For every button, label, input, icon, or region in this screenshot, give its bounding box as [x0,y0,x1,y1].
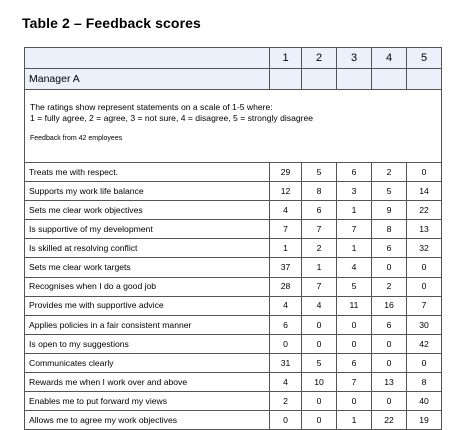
column-header: 1 [270,48,302,69]
score-cell: 9 [372,201,407,220]
scale-description [30,102,436,123]
score-cell: 0 [270,334,302,353]
score-cell: 6 [372,239,407,258]
score-cell: 1 [337,201,372,220]
column-header: 3 [337,48,372,69]
score-cell: 10 [302,373,337,392]
table-row [25,334,442,353]
scale-line-2: 1 = fully agree, 2 = agree, 3 = not sure, 4 = disagree, 5 = strongly disagree [30,112,314,123]
score-cell: 2 [372,163,407,182]
respondent-note: Feedback from 42 employees [30,135,123,142]
score-cell: 14 [407,182,442,201]
score-cell: 6 [270,315,302,334]
score-cell: 7 [337,373,372,392]
statement-label: Is skilled at resolving conflict [25,239,270,258]
statement-label: Rewards me when I work over and above [25,373,270,392]
score-cell: 16 [372,296,407,315]
score-cell: 0 [302,411,337,430]
score-cell: 4 [270,373,302,392]
score-cell: 0 [302,315,337,334]
score-cell: 0 [372,353,407,372]
scale-line-1: The ratings show represent statements on a scale of 1-5 where: [30,102,273,112]
score-cell: 0 [407,163,442,182]
score-cell: 22 [407,201,442,220]
score-cell: 32 [407,239,442,258]
score-cell: 28 [270,277,302,296]
score-cell: 0 [372,258,407,277]
manager-cell [372,69,407,90]
score-cell: 1 [270,239,302,258]
score-cell: 8 [302,182,337,201]
score-cell: 4 [270,296,302,315]
score-cell: 4 [337,258,372,277]
score-cell: 0 [372,334,407,353]
table-row [25,411,442,430]
feedback-table [24,47,442,430]
score-cell: 7 [302,220,337,239]
score-cell: 3 [337,182,372,201]
table-row [25,277,442,296]
score-cell: 0 [302,392,337,411]
manager-cell [302,69,337,90]
score-cell: 7 [302,277,337,296]
statement-label: Provides me with supportive advice [25,296,270,315]
table-row [25,296,442,315]
description-cell [25,90,442,163]
manager-cell [337,69,372,90]
header-blank-cell [25,48,270,69]
manager-row [25,69,442,90]
score-cell: 13 [372,373,407,392]
statement-label: Recognises when I do a good job [25,277,270,296]
score-cell: 7 [270,220,302,239]
score-cell: 0 [302,334,337,353]
score-cell: 31 [270,353,302,372]
score-cell: 6 [337,163,372,182]
score-cell: 1 [302,258,337,277]
manager-cell [407,69,442,90]
statement-label: Is open to my suggestions [25,334,270,353]
score-cell: 1 [337,239,372,258]
score-cell: 0 [407,258,442,277]
statement-label: Enables me to put forward my views [25,392,270,411]
score-cell: 29 [270,163,302,182]
score-cell: 6 [372,315,407,334]
statement-label: Sets me clear work objectives [25,201,270,220]
score-cell: 30 [407,315,442,334]
column-header: 4 [372,48,407,69]
table-row [25,182,442,201]
score-cell: 37 [270,258,302,277]
score-cell: 11 [337,296,372,315]
table-row [25,315,442,334]
statement-label: Sets me clear work targets [25,258,270,277]
table-title: Table 2 – Feedback scores [22,15,201,31]
table-row [25,353,442,372]
score-cell: 6 [302,201,337,220]
score-cell: 5 [302,163,337,182]
score-cell: 12 [270,182,302,201]
score-cell: 0 [337,334,372,353]
column-header-row [25,48,442,69]
score-cell: 4 [302,296,337,315]
statement-label: Treats me with respect. [25,163,270,182]
score-cell: 0 [372,392,407,411]
statement-label: Applies policies in a fair consistent manner [25,315,270,334]
score-cell: 2 [302,239,337,258]
score-cell: 2 [372,277,407,296]
score-cell: 4 [270,201,302,220]
column-header: 2 [302,48,337,69]
table-row [25,220,442,239]
score-cell: 0 [337,392,372,411]
table-row [25,258,442,277]
score-cell: 19 [407,411,442,430]
table-row [25,392,442,411]
score-cell: 7 [337,220,372,239]
column-header: 5 [407,48,442,69]
score-cell: 42 [407,334,442,353]
score-cell: 5 [372,182,407,201]
score-cell: 0 [407,353,442,372]
table-row [25,163,442,182]
score-cell: 13 [407,220,442,239]
statement-label: Communicates clearly [25,353,270,372]
score-cell: 8 [407,373,442,392]
score-cell: 0 [407,277,442,296]
statement-label: Is supportive of my development [25,220,270,239]
statement-label: Allows me to agree my work objectives [25,411,270,430]
statement-label: Supports my work life balance [25,182,270,201]
score-cell: 1 [337,411,372,430]
description-row [25,90,442,163]
score-cell: 8 [372,220,407,239]
score-cell: 22 [372,411,407,430]
table-row [25,373,442,392]
score-cell: 5 [302,353,337,372]
score-cell: 2 [270,392,302,411]
table-row [25,239,442,258]
score-cell: 5 [337,277,372,296]
manager-name: Manager A [25,69,270,90]
score-cell: 0 [337,315,372,334]
score-cell: 0 [270,411,302,430]
score-cell: 6 [337,353,372,372]
score-cell: 40 [407,392,442,411]
score-cell: 7 [407,296,442,315]
table-row [25,201,442,220]
manager-cell [270,69,302,90]
